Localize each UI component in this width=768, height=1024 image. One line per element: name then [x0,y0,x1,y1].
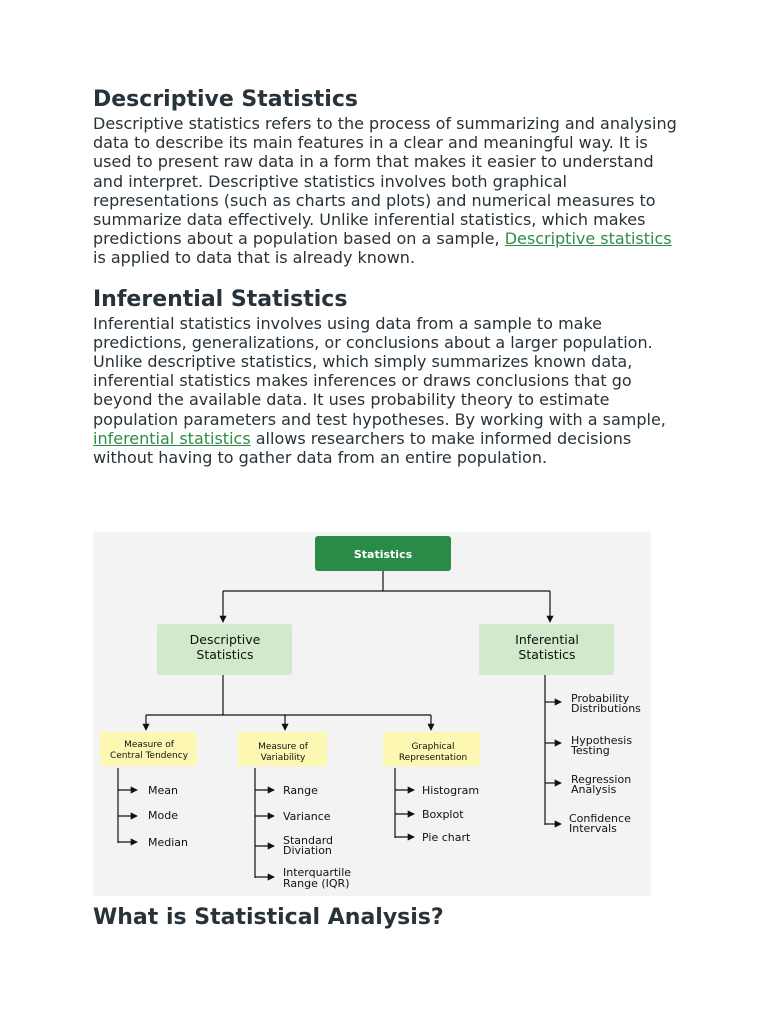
descriptive-connectors [146,675,431,730]
central-tendency-connectors [118,768,137,843]
item-boxplot: Boxplot [422,808,464,821]
paragraph-text: allows researchers to make informed decisions without having to gather data from an entire population. [93,428,632,468]
item-histogram: Histogram [422,784,480,797]
descriptive-label-line2: Statistics [196,647,254,662]
link-inferential-statistics[interactable]: inferential statistics [93,428,251,448]
variability-line2: Variability [260,753,306,763]
item-range: Range [283,784,318,797]
heading-statistical-analysis: What is Statistical Analysis? [93,905,444,930]
item-standard-diviation-line2: Diviation [283,844,332,857]
variability-line1: Measure of [258,742,308,752]
diagram-svg [93,532,651,896]
item-median: Median [148,836,189,849]
item-confidence-line2: Intervals [569,822,617,835]
variability-connectors [255,768,274,878]
article-content [93,86,683,467]
root-connectors [223,571,550,622]
statistics-diagram [93,532,651,896]
item-pie-chart: Pie chart [422,831,471,844]
item-probability-line2: Distributions [571,702,641,715]
paragraph-descriptive-statistics [93,114,683,268]
item-probability-line1: Probability [571,692,630,705]
heading-inferential-statistics: Inferential Statistics [93,286,348,312]
graphical-connectors [395,768,414,838]
item-hypothesis-line1: Hypothesis [571,734,633,747]
root-label: Statistics [353,548,413,561]
item-confidence-line1: Confidence [569,812,631,825]
inferential-label-line2: Statistics [518,647,576,662]
heading-descriptive-statistics: Descriptive Statistics [93,87,358,112]
item-variance: Variance [283,810,331,823]
item-mode: Mode [148,809,178,822]
item-mean: Mean [148,784,178,797]
graphical-line2: Representation [398,753,468,763]
item-iqr-line1: Interquartile [283,866,352,879]
paragraph-text: Inferential statistics involves using data from a sample to make predictions, generalizations, or conclusions about a larger population. Unlike descriptive statistics, which simply summarizes known data, inferential statistics makes inferences or draws conclusions that go beyond the available data. It uses probability theory to estimate population parameters and test hypotheses. By working with a sample, [93,313,666,429]
item-regression-line2: Analysis [571,783,617,796]
item-regression-line1: Regression [571,773,632,786]
central-tendency-line2: Central Tendency [109,751,189,761]
paragraph-text: is applied to data that is already known. [93,248,416,268]
inferential-connectors [545,675,561,825]
link-descriptive-statistics[interactable]: Descriptive statistics [504,229,672,249]
inferential-label-line1: Inferential [515,632,579,647]
graphical-line1: Graphical [411,742,455,752]
item-standard-diviation-line1: Standard [283,834,334,847]
central-tendency-line1: Measure of [124,740,174,750]
descriptive-label-line1: Descriptive [189,632,261,647]
paragraph-inferential-statistics [93,314,683,468]
paragraph-text: Descriptive statistics refers to the process of summarizing and analysing data to describe its main features in a clear and meaningful way. It is used to present raw data in a form that makes it easier to understand and interpret. Descriptive statistics involves both graphical representations (such as charts and plots) and numerical measures to summarize data effectively. Unlike inferential statistics, which makes predictions about a population based on a sample, [93,114,677,249]
item-iqr-line2: Range (IQR) [283,877,350,890]
item-hypothesis-line2: Testing [571,744,610,757]
